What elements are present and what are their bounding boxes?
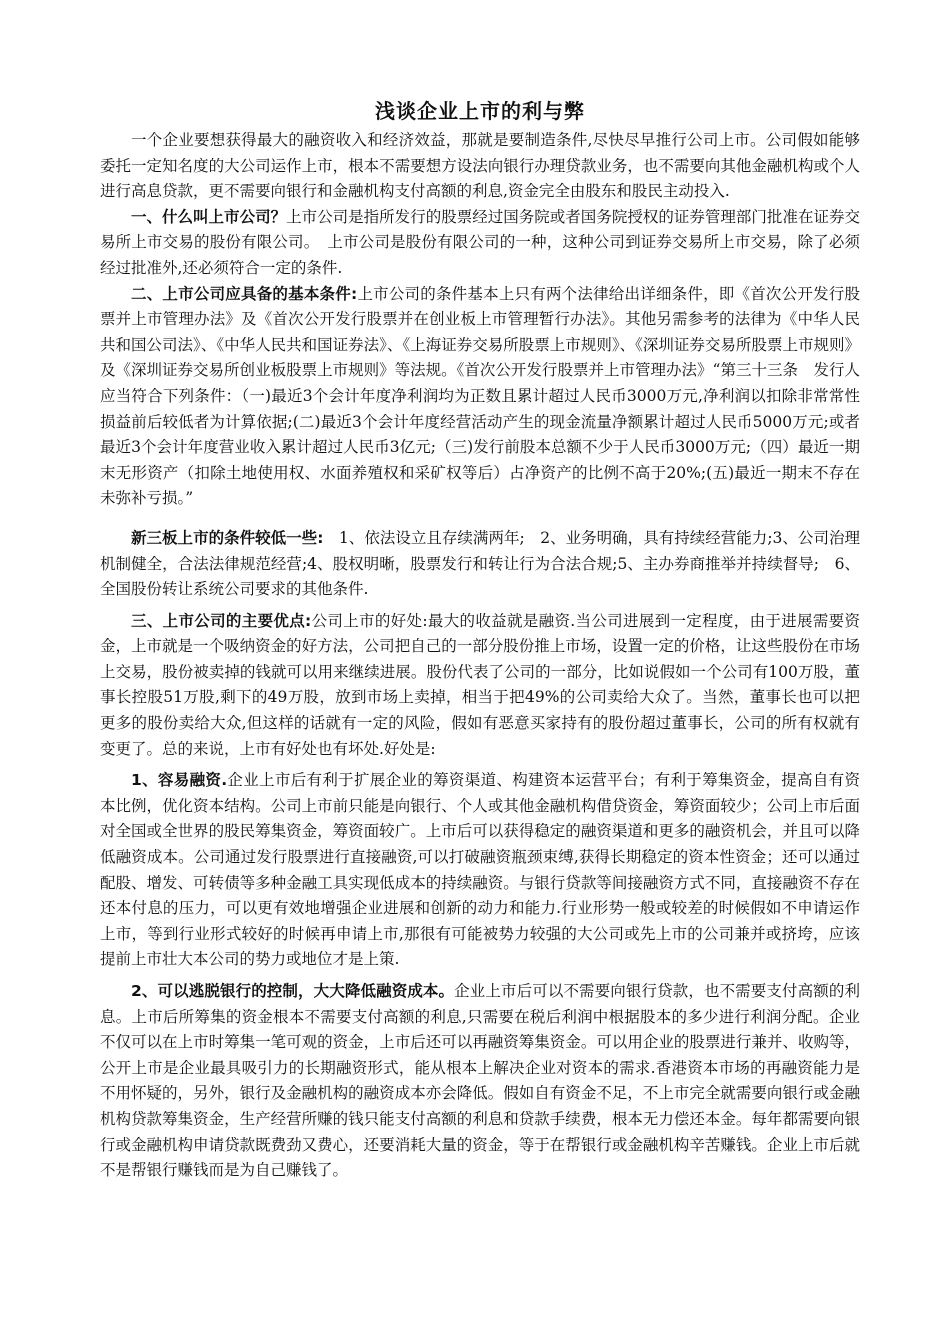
section-what-is-listed-company	[100, 205, 860, 282]
document-page	[100, 96, 860, 1184]
section-heading: 新三板上市的条件较低一些:	[131, 528, 324, 547]
paragraph-text: 上市公司的条件基本上只有两个法律给出详细条件，即《首次公开发行股票并上市管理办法》及《首次公开发行股票并在创业板上市管理暂行办法》。其他另需参考的法律为《中华人民共和国公司法》、《中华人民共和国证券法》、《上海证券交易所股票上市规则》、《深圳证券交易所股票上市规则》及《深圳证券交易所创业板股票上市规则》等法规。《首次公开发行股票并上市管理办法》“第三十三条 发行人应当符合下列条件：（一)最近3个会计年度净利润均为正数且累计超过人民币3000万元,净利润以扣除非常常性损益前后较低者为计算依据;(二)最近3个会计年度经营活动产生的现金流量净额累计超过人民币5000万元;或者最近3个会计年度营业收入累计超过人民币3亿元;（三)发行前股本总额不少于人民币3000万元;（四）最近一期末无形资产（扣除土地使用权、水面养殖权和采矿权等后）占净资产的比例不高于20%;(五)最近一期末不存在未弥补亏损。”	[100, 284, 860, 508]
section-main-advantages	[100, 609, 860, 763]
paragraph-text: 1、依法设立且存续满两年; 2、业务明确，具有持续经营能力;3、公司治理机制健全，合法法律规范经营;4、股权明晰，股票发行和转让行为合法合规;5、主办券商推举并持续督导; 6、全国股份转让系统公司要求的其他条件.	[100, 528, 860, 599]
section-new-third-board	[100, 526, 860, 603]
section-basic-conditions	[100, 282, 860, 512]
section-heading: 2、可以逃脱银行的控制，大大降低融资成本。	[131, 982, 455, 1000]
document-title: 浅谈企业上市的利与弊	[375, 99, 585, 123]
section-heading: 二、上市公司应具备的基本条件:	[131, 284, 358, 303]
paragraph-text: 企业上市后有利于扩展企业的筹资渠道、构建资本运营平台；有利于筹集资金，提高自有资本比例，优化资本结构。公司上市前只能是向银行、个人或其他金融机构借贷资金，筹资面较少；公司上市后面对全国或全世界的股民筹集资金，筹资面较广。上市后可以获得稳定的融资渠道和更多的融资机会，并且可以降低融资成本。公司通过发行股票进行直接融资,可以打破融资瓶颈束缚,获得长期稳定的资本性资金；还可以通过配股、增发、可转债等多种金融工具实现低成本的持续融资。与银行贷款等间接融资方式不同，直接融资不存在还本付息的压力，可以更有效地增强企业进展和创新的动力和能力.行业形势一般或较差的时候假如不申请运作上市，等到行业形式较好的时候再申请上市,那很有可能被势力较强的大公司或先上市的公司兼并或挤垮，应该提前上市壮大本公司的势力或地位才是上策.	[100, 771, 860, 969]
paragraph-text: 公司上市的好处:最大的收益就是融资.当公司进展到一定程度，由于进展需要资金，上市就是一个吸纳资金的好方法，公司把自己的一部分股份推上市场，设置一定的价格，让这些股份在市场上交易，股份被卖掉的钱就可以用来继续进展。股份代表了公司的一部分，比如说假如一个公司有100万股，董事长控股51万股,剩下的49万股，放到市场上卖掉，相当于把49%的公司卖给大众了。当然，董事长也可以把更多的股份卖给大众,但这样的话就有一定的风险，假如有恶意买家持有的股份超过董事长，公司的所有权就有变更了。总的来说，上市有好处也有坏处.好处是:	[100, 611, 860, 758]
section-heading: 一、什么叫上市公司？	[131, 207, 287, 226]
paragraph-text: 一个企业要想获得最大的融资收入和经济效益，那就是要制造条件,尽快尽早推行公司上市。公司假如能够委托一定知名度的大公司运作上市，根本不需要想方设法向银行办理贷款业务，也不需要向其他金融机构或个人进行高息贷款，更不需要向银行和金融机构支付高额的利息,资金完全由股东和股民主动投入.	[100, 131, 860, 201]
section-heading: 1、容易融资.	[131, 771, 228, 790]
section-escape-bank-control	[100, 979, 860, 1184]
paragraph-text: 上市公司是指所发行的股票经过国务院或者国务院授权的证券管理部门批准在证券交易所上市交易的股份有限公司。 上市公司是股份有限公司的一种，这种公司到证券交易所上市交易，除了必须经过批准外,还必须符合一定的条件.	[100, 207, 860, 277]
section-easy-financing	[100, 768, 860, 973]
paragraph-text: 企业上市后可以不需要向银行贷款，也不需要支付高额的利息。上市后所筹集的资金根本不需要支付高额的利息,只需要在税后利润中根据股本的多少进行利润分配。企业不仅可以在上市时筹集一笔可观的资金，上市后还可以再融资筹集资金。可以用企业的股票进行兼并、收购等，公开上市是企业最具吸引力的长期融资形式，能从根本上解决企业对资本的需求.香港资本市场的再融资能力是不用怀疑的，另外，银行及金融机构的融资成本亦会降低。假如自有资金不足，不上市完全就需要向银行或金融机构贷款筹集资金，生产经营所赚的钱只能支付高额的利息和贷款手续费，根本无力偿还本金。每年都需要向银行或金融机构申请贷款既费劲又费心，还要消耗大量的资金，等于在帮银行或金融机构辛苦赚钱。企业上市后就不是帮银行赚钱而是为自己赚钱了。	[100, 982, 860, 1180]
section-heading: 三、上市公司的主要优点:	[131, 611, 312, 630]
intro-paragraph	[100, 128, 860, 205]
